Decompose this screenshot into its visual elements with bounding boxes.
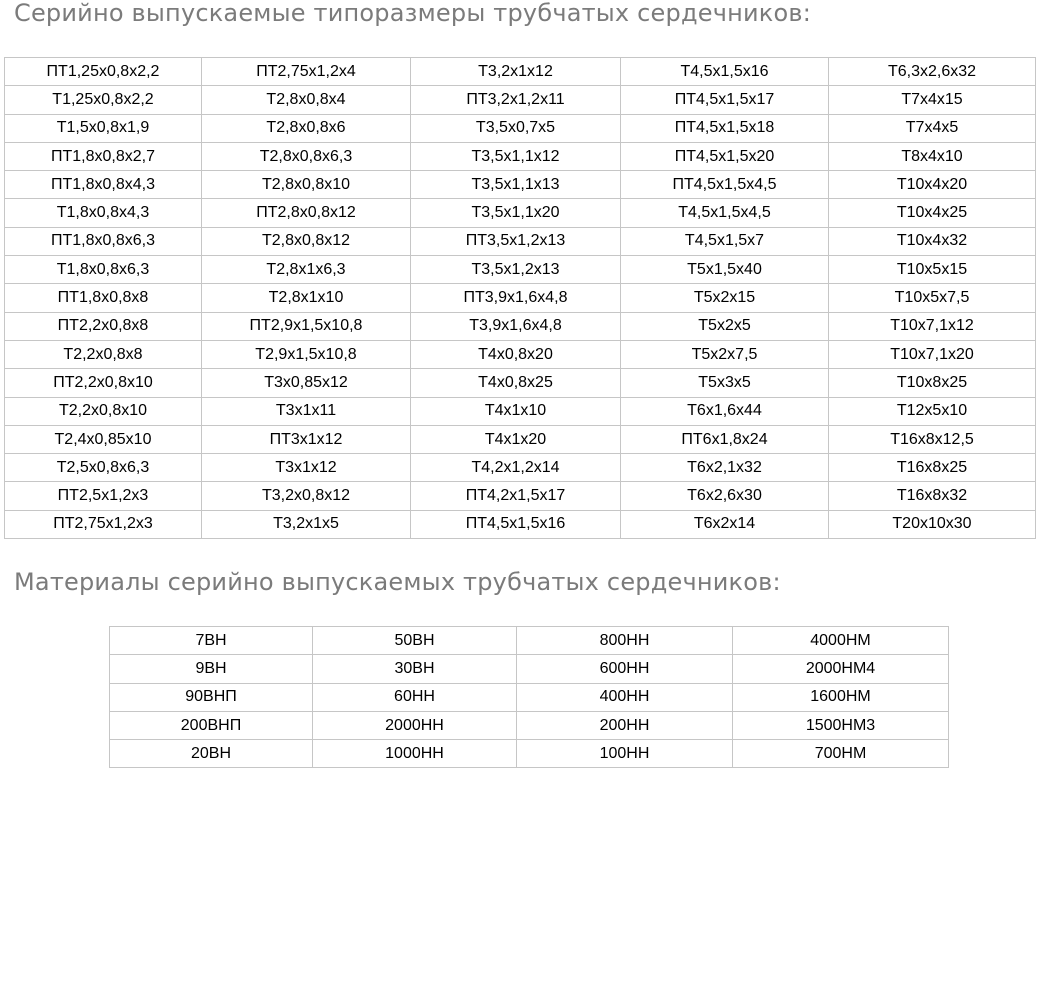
table-row [5,510,1036,538]
table-cell: Т16х8х25 [829,454,1036,482]
table-cell: ПТ4,2х1,5х17 [411,482,621,510]
table-cell: ПТ2,75х1,2х3 [5,510,202,538]
table-cell: Т2,8х0,8х10 [202,171,411,199]
table-cell: Т2,2х0,8х8 [5,340,202,368]
table-cell: ПТ1,25х0,8х2,2 [5,58,202,86]
table-cell: Т8х4х10 [829,142,1036,170]
table-cell: Т1,8х0,8х4,3 [5,199,202,227]
table-cell: Т3,2х0,8х12 [202,482,411,510]
table-cell: ПТ3,2х1,2х11 [411,86,621,114]
table-cell: ПТ3,5х1,2х13 [411,227,621,255]
table-cell: Т2,8х1х6,3 [202,256,411,284]
table-cell: Т5х2х7,5 [621,340,829,368]
table-cell: 600НН [517,655,733,683]
table-cell: Т10х7,1х20 [829,340,1036,368]
table-cell: Т10х5х7,5 [829,284,1036,312]
table-cell: 1500НМ3 [733,711,949,739]
table-cell: Т6,3х2,6х32 [829,58,1036,86]
table-row [110,711,949,739]
table-cell: ПТ4,5х1,5х16 [411,510,621,538]
table-cell: Т6х1,6х44 [621,397,829,425]
table-cell: Т3х1х11 [202,397,411,425]
table-cell: 60НН [313,683,517,711]
table-cell: Т10х5х15 [829,256,1036,284]
table-cell: ПТ2,8х0,8х12 [202,199,411,227]
table-row [110,740,949,768]
table-cell: Т6х2,6х30 [621,482,829,510]
materials-table-body [110,627,949,768]
table-row [5,86,1036,114]
materials-table [109,626,949,768]
table-cell: ПТ4,5х1,5х20 [621,142,829,170]
table-cell: ПТ1,8х0,8х8 [5,284,202,312]
table-row [110,683,949,711]
table-cell: Т4х1х20 [411,425,621,453]
table-row [110,655,949,683]
table-cell: Т5х1,5х40 [621,256,829,284]
sizes-section-title: Серийно выпускаемые типоразмеры трубчатых сердечников: [14,0,811,27]
table-cell: 7ВН [110,627,313,655]
table-row [5,397,1036,425]
table-cell: Т2,8х0,8х4 [202,86,411,114]
table-row [5,171,1036,199]
table-row [5,369,1036,397]
table-row [110,627,949,655]
table-cell: Т16х8х12,5 [829,425,1036,453]
table-row [5,340,1036,368]
table-cell: ПТ1,8х0,8х2,7 [5,142,202,170]
table-cell: Т6х2,1х32 [621,454,829,482]
table-cell: ПТ4,5х1,5х4,5 [621,171,829,199]
table-cell: ПТ2,2х0,8х8 [5,312,202,340]
table-cell: ПТ6х1,8х24 [621,425,829,453]
table-cell: Т10х4х25 [829,199,1036,227]
table-cell: ПТ3х1х12 [202,425,411,453]
table-cell: 9ВН [110,655,313,683]
table-cell: Т10х8х25 [829,369,1036,397]
table-cell: 100НН [517,740,733,768]
table-row [5,256,1036,284]
table-cell: Т7х4х15 [829,86,1036,114]
table-cell: 90ВНП [110,683,313,711]
table-cell: Т5х3х5 [621,369,829,397]
table-cell: 50ВН [313,627,517,655]
table-cell: Т10х7,1х12 [829,312,1036,340]
table-row [5,284,1036,312]
table-row [5,482,1036,510]
table-cell: ПТ1,8х0,8х4,3 [5,171,202,199]
sizes-table [4,57,1036,539]
table-cell: 200НН [517,711,733,739]
table-cell: Т2,8х1х10 [202,284,411,312]
table-cell: Т5х2х5 [621,312,829,340]
table-cell: ПТ4,5х1,5х17 [621,86,829,114]
table-cell: ПТ3,9х1,6х4,8 [411,284,621,312]
table-cell: Т4,5х1,5х4,5 [621,199,829,227]
table-cell: Т3,5х1,1х12 [411,142,621,170]
table-cell: ПТ1,8х0,8х6,3 [5,227,202,255]
table-cell: Т3,5х1,1х20 [411,199,621,227]
table-cell: Т2,8х0,8х12 [202,227,411,255]
table-cell: 400НН [517,683,733,711]
table-row [5,425,1036,453]
table-cell: 30ВН [313,655,517,683]
table-row [5,58,1036,86]
table-cell: Т3,9х1,6х4,8 [411,312,621,340]
table-cell: ПТ2,2х0,8х10 [5,369,202,397]
table-cell: 200ВНП [110,711,313,739]
table-row [5,142,1036,170]
table-cell: Т2,5х0,8х6,3 [5,454,202,482]
table-cell: Т4,2х1,2х14 [411,454,621,482]
table-cell: Т2,8х0,8х6 [202,114,411,142]
table-row [5,454,1036,482]
table-cell: Т5х2х15 [621,284,829,312]
table-row [5,227,1036,255]
materials-section-title: Материалы серийно выпускаемых трубчатых сердечников: [14,568,781,596]
table-cell: Т16х8х32 [829,482,1036,510]
table-cell: Т4,5х1,5х16 [621,58,829,86]
table-cell: Т12х5х10 [829,397,1036,425]
table-cell: Т2,4х0,85х10 [5,425,202,453]
table-cell: Т4х0,8х20 [411,340,621,368]
table-cell: Т3,2х1х5 [202,510,411,538]
table-cell: ПТ2,75х1,2х4 [202,58,411,86]
table-cell: 800НН [517,627,733,655]
table-cell: Т1,8х0,8х6,3 [5,256,202,284]
table-cell: Т1,5х0,8х1,9 [5,114,202,142]
table-cell: Т7х4х5 [829,114,1036,142]
table-cell: 4000НМ [733,627,949,655]
table-cell: 700НМ [733,740,949,768]
table-cell: Т2,8х0,8х6,3 [202,142,411,170]
table-cell: Т3х0,85х12 [202,369,411,397]
table-cell: Т1,25х0,8х2,2 [5,86,202,114]
table-cell: Т3х1х12 [202,454,411,482]
table-cell: 2000НН [313,711,517,739]
table-cell: Т4х0,8х25 [411,369,621,397]
table-cell: Т10х4х32 [829,227,1036,255]
table-cell: Т3,5х0,7х5 [411,114,621,142]
table-row [5,199,1036,227]
table-cell: ПТ2,9х1,5х10,8 [202,312,411,340]
table-cell: Т3,5х1,1х13 [411,171,621,199]
table-cell: Т2,9х1,5х10,8 [202,340,411,368]
table-row [5,114,1036,142]
table-cell: Т2,2х0,8х10 [5,397,202,425]
table-cell: ПТ4,5х1,5х18 [621,114,829,142]
table-cell: Т3,5х1,2х13 [411,256,621,284]
table-cell: 20ВН [110,740,313,768]
table-cell: Т4,5х1,5х7 [621,227,829,255]
sizes-table-body [5,58,1036,539]
table-cell: Т3,2х1х12 [411,58,621,86]
table-cell: Т6х2х14 [621,510,829,538]
table-cell: 1600НМ [733,683,949,711]
table-cell: 1000НН [313,740,517,768]
table-cell: Т10х4х20 [829,171,1036,199]
table-cell: Т4х1х10 [411,397,621,425]
table-cell: ПТ2,5х1,2х3 [5,482,202,510]
table-cell: Т20х10х30 [829,510,1036,538]
table-row [5,312,1036,340]
table-cell: 2000НМ4 [733,655,949,683]
